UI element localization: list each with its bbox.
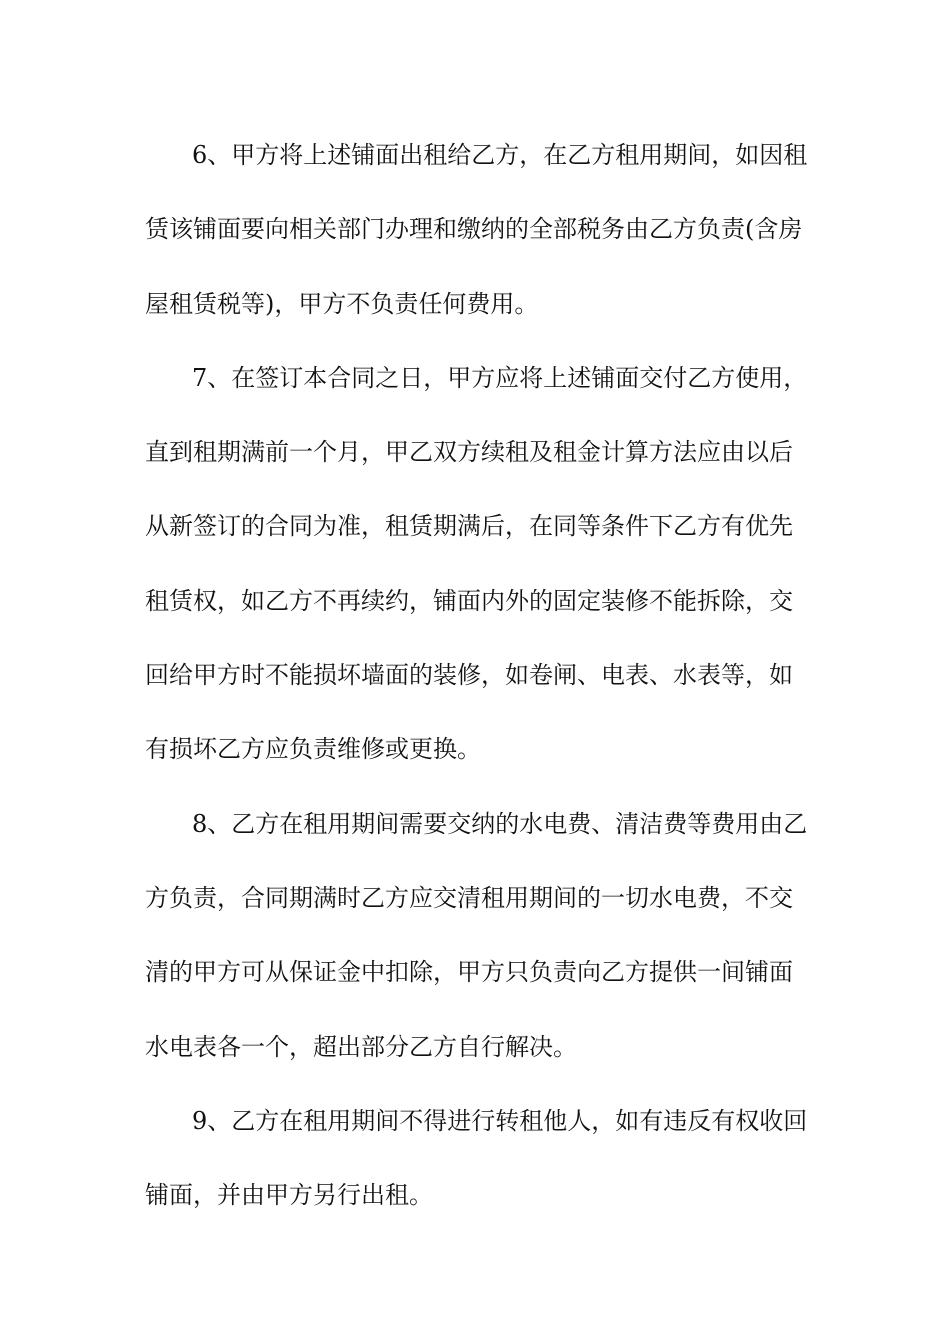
clause-6-line: 6、甲方将上述铺面出租给乙方，在乙方租用期间，如因租 bbox=[192, 141, 808, 169]
clause-7-line: 租赁权，如乙方不再续约，铺面内外的固定装修不能拆除，交 bbox=[145, 586, 793, 615]
clause-7-line: 回给甲方时不能损坏墙面的装修，如卷闸、电表、水表等，如 bbox=[145, 661, 793, 690]
clause-8-line: 水电表各一个，超出部分乙方自行解决。 bbox=[145, 1032, 577, 1061]
clause-9-line: 铺面，并由甲方另行出租。 bbox=[145, 1181, 433, 1210]
clause-7-line: 从新签订的合同为准，租赁期满后，在同等条件下乙方有优先 bbox=[145, 512, 793, 541]
clause-9-paragraph bbox=[145, 1084, 813, 1233]
clause-8-line: 8、乙方在租用期间需要交纳的水电费、清洁费等费用由乙 bbox=[192, 809, 808, 838]
document-body bbox=[145, 118, 813, 1232]
clause-7-line: 直到租期满前一个月，甲乙双方续租及租金计算方法应由以后 bbox=[145, 438, 793, 467]
clause-7-line: 7、在签订本合同之日，甲方应将上述铺面交付乙方使用， bbox=[192, 363, 808, 392]
clause-6-paragraph bbox=[145, 118, 813, 341]
clause-8-paragraph bbox=[145, 787, 813, 1084]
clause-9-line: 9、乙方在租用期间不得进行转租他人，如有违反有权收回 bbox=[192, 1106, 808, 1135]
clause-8-line: 清的甲方可从保证金中扣除，甲方只负责向乙方提供一间铺面 bbox=[145, 958, 793, 987]
clause-6-line: 屋租赁税等)，甲方不负责任何费用。 bbox=[145, 289, 539, 318]
clause-7-line: 有损坏乙方应负责维修或更换。 bbox=[145, 735, 481, 764]
clause-6-line: 赁该铺面要向相关部门办理和缴纳的全部税务由乙方负责(含房 bbox=[145, 215, 803, 244]
clause-8-line: 方负责，合同期满时乙方应交清租用期间的一切水电费，不交 bbox=[145, 883, 793, 912]
clause-7-paragraph bbox=[145, 341, 813, 787]
